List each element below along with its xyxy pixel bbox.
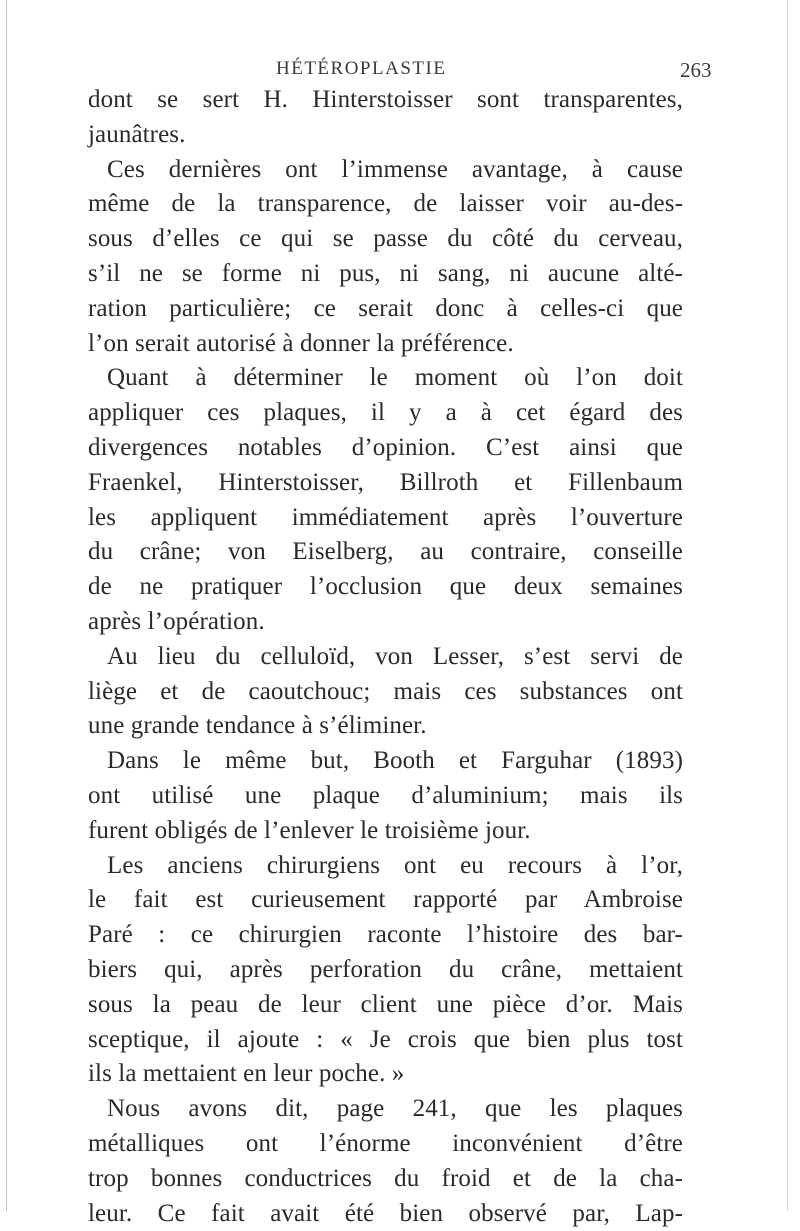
- page-edge-left: [6, 0, 7, 1211]
- text-line: biers qui, après perforation du crâne, mettaient: [88, 953, 683, 988]
- text-line: ils la mettaient en leur poche. »: [88, 1057, 683, 1092]
- text-line: Nous avons dit, page 241, que les plaques: [88, 1092, 683, 1127]
- text-line: liège et de caoutchouc; mais ces substances ont: [88, 675, 683, 710]
- text-line: Ces dernières ont l’immense avantage, à cause: [88, 153, 683, 188]
- text-line: jaunâtres.: [88, 118, 683, 153]
- text-line: divergences notables d’opinion. C’est ainsi que: [88, 431, 683, 466]
- text-line: le fait est curieusement rapporté par Ambroise: [88, 883, 683, 918]
- text-line: Les anciens chirurgiens ont eu recours à l’or,: [88, 849, 683, 884]
- text-line: ration particulière; ce serait donc à celles-ci que: [88, 292, 683, 327]
- text-line: sous la peau de leur client une pièce d’or. Mais: [88, 988, 683, 1023]
- text-line: de ne pratiquer l’occlusion que deux semaines: [88, 570, 683, 605]
- text-line: sous d’elles ce qui se passe du côté du cerveau,: [88, 222, 683, 257]
- text-line: leur. Ce fait avait été bien observé par, Lap-: [88, 1197, 683, 1231]
- text-line: s’il ne se forme ni pus, ni sang, ni aucune alté-: [88, 257, 683, 292]
- page-edge-right: [787, 0, 788, 1211]
- text-line: même de la transparence, de laisser voir au-des-: [88, 187, 683, 222]
- text-line: trop bonnes conductrices du froid et de la cha-: [88, 1162, 683, 1197]
- body-text: [88, 83, 683, 1231]
- text-line: furent obligés de l’enlever le troisième jour.: [88, 814, 683, 849]
- text-line: l’on serait autorisé à donner la préférence.: [88, 327, 683, 362]
- text-line: Fraenkel, Hinterstoisser, Billroth et Fillenbaum: [88, 466, 683, 501]
- text-line: appliquer ces plaques, il y a à cet égard des: [88, 396, 683, 431]
- text-line: dont se sert H. Hinterstoisser sont transparentes,: [88, 83, 683, 118]
- text-line: Paré : ce chirurgien raconte l’histoire des bar-: [88, 918, 683, 953]
- text-line: après l’opération.: [88, 605, 683, 640]
- text-line: sceptique, il ajoute : « Je crois que bien plus tost: [88, 1023, 683, 1058]
- text-line: les appliquent immédiatement après l’ouverture: [88, 501, 683, 536]
- text-line: Au lieu du celluloïd, von Lesser, s’est servi de: [88, 640, 683, 675]
- text-line: Dans le même but, Booth et Farguhar (1893): [88, 744, 683, 779]
- text-line: ont utilisé une plaque d’aluminium; mais ils: [88, 779, 683, 814]
- text-line: Quant à déterminer le moment où l’on doit: [88, 361, 683, 396]
- text-line: métalliques ont l’énorme inconvénient d’être: [88, 1127, 683, 1162]
- page-number: 263: [680, 58, 712, 83]
- running-title: HÉTÉROPLASTIE: [276, 58, 446, 80]
- text-line: du crâne; von Eiselberg, au contraire, conseille: [88, 535, 683, 570]
- text-line: une grande tendance à s’éliminer.: [88, 709, 683, 744]
